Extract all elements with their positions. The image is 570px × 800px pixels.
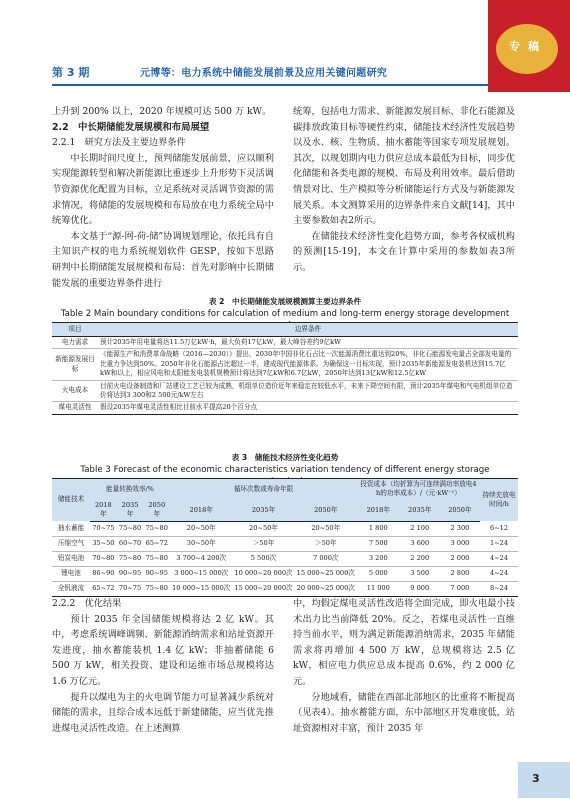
table-cell: 75~80 bbox=[143, 551, 170, 566]
subsection-heading-2-2-2: 2.2.2 优化结果 bbox=[52, 598, 122, 609]
table-cell: 压缩空气 bbox=[52, 536, 90, 551]
year-header: 2018年 bbox=[357, 500, 400, 521]
table-cell: 3 600 bbox=[400, 536, 440, 551]
table-cell: 10 000~15 000次 bbox=[170, 581, 232, 596]
paragraph: 预计 2035 年全国储能规模将达 2 亿 kW。其中，考虑系统调峰调频、新能源消纳需求和站址资源开发进度，抽水蓄能装机 1.4 亿 kW；非抽蓄储能 6 500 万 kW，相关投资、建设和运维市场总规模将达 1.6 万亿元。 bbox=[52, 613, 274, 687]
year-header: 2050年 bbox=[143, 500, 170, 521]
running-title: 元博等：电力系统中储能发展前景及应用关键问题研究 bbox=[140, 68, 388, 79]
table-cell: 锂电池 bbox=[52, 566, 90, 581]
table3-header-type: 储能技术 bbox=[52, 479, 90, 522]
table-cell: 70~75 bbox=[90, 521, 117, 536]
table-row bbox=[52, 380, 518, 402]
table-cell: 11 000 bbox=[357, 581, 400, 596]
table-row bbox=[52, 536, 518, 551]
table-cell: 75~80 bbox=[117, 551, 144, 566]
table-cell: 35~50 bbox=[90, 536, 117, 551]
paragraph: 在储能技术经济性变化趋势方面，参考各权威机构的预测[15-19]，本文在计算中采用的参数如表3所示。 bbox=[293, 230, 515, 273]
table-cell: 90~95 bbox=[117, 566, 144, 581]
header-rule bbox=[52, 84, 488, 86]
table-cell: 煤电灵活性 bbox=[52, 402, 98, 414]
paragraph: 上升到 200% 以上，2020 年规模可达 500 万 kW。 bbox=[52, 106, 272, 117]
page-number: 3 bbox=[518, 762, 570, 798]
table2-title-en: Table 2 Main boundary conditions for calculation of medium and long-term energy storage development bbox=[60, 309, 510, 319]
paragraph: 统筹，包括电力需求、新能源发展目标、非化石能源及碳排放政策目标等硬性约束，储能技术经济性发展趋势以及水、核、生物质、抽水蓄能等国家专项发展规划。其次，以规划期内电力供应总成本最低为目标，同步优化储能和各类电源的规模、布局及利用效率。最后借助情景对比、生产模拟等分析储能运行方式及与新能源发展关系。本文测算采用的边界条件来自文献[14]，其中主要参数如表2所示。 bbox=[293, 106, 515, 227]
table-cell: 6~12 bbox=[480, 521, 518, 536]
year-header: 2035年 bbox=[400, 500, 440, 521]
table-cell: 10 000~20 000次 bbox=[232, 566, 294, 581]
table-cell: 预计2035年用电量将达11.5万亿kW·h，最大负荷17亿kW，最大峰谷差约9亿kW bbox=[98, 337, 518, 349]
paragraph: 分地域看，储能在西部北部地区的比重将不断提高（见表4）。抽水蓄能方面，东中部地区开发难度低，站址资源相对丰富，预计 2035 年 bbox=[293, 691, 515, 734]
table-cell: 4~24 bbox=[480, 566, 518, 581]
table-cell: 新能源发展目标 bbox=[52, 349, 98, 380]
table-cell: 假设2035年煤电灵活性相比目前水平提高20个百分点 bbox=[98, 402, 518, 414]
table-cell: 全钒液流 bbox=[52, 581, 90, 596]
table-cell: 65~72 bbox=[143, 536, 170, 551]
table3 bbox=[52, 478, 518, 597]
table3-header-cycle: 循环次数或寿命年限 bbox=[170, 479, 357, 500]
table-cell: 20~50年 bbox=[295, 521, 357, 536]
year-header: 2050年 bbox=[295, 500, 357, 521]
year-header: 2018年 bbox=[170, 500, 232, 521]
table-cell: 2 800 bbox=[440, 566, 480, 581]
table3-header-efficiency: 能量转换效率/% bbox=[90, 479, 170, 500]
table-cell: ＞50年 bbox=[232, 536, 294, 551]
table-cell: 火电成本 bbox=[52, 380, 98, 402]
table-cell: 5 000 bbox=[357, 566, 400, 581]
paragraph: 中长期时间尺度上，预判储能发展前景，应以顺利实现能源转型和解决新能源比重逐步上升形势下灵活调节资源优化配置为目标，立足系统对灵活调节资源的需求情况，将储能的发展规模和布局放在电力系统全局中统筹优化。 bbox=[52, 152, 274, 227]
table-cell: 3 700~4 200次 bbox=[170, 551, 232, 566]
table-cell: 3 000 bbox=[440, 536, 480, 551]
table-cell: 《能源生产和消费革命战略（2016—2030）》提出，2030年中国非化石占比一次能源消费比重达到20%，非化石能源发电量占全部发电量的比重力争达到50%。2050年非化石能源占比超过一半，建成现代能源体系。为确保这一目标实现，预计2035年新能源发电装机达到15.7亿kW和以上，相应风电和太阳能发电装机规模预计将达到7亿kW和6.7亿kW，2050年达到13亿kW和12.5亿kW bbox=[98, 349, 518, 380]
table2-title-cn: 表 2 中长期储能发展规模测算主要边界条件 bbox=[208, 297, 362, 306]
table-cell: 70~80 bbox=[90, 551, 117, 566]
table-row bbox=[52, 551, 518, 566]
paragraph: 提升以煤电为主的火电调节能力可显著减少系统对储能的需求，且综合成本远低于新建储能，应当优先推进煤电灵活性改造。在上述测算 bbox=[52, 691, 274, 734]
year-header: 2035年 bbox=[232, 500, 294, 521]
table-cell: 电力需求 bbox=[52, 337, 98, 349]
table-cell: 86~90 bbox=[90, 566, 117, 581]
table-cell: 90~95 bbox=[143, 566, 170, 581]
right-column-top bbox=[293, 104, 515, 276]
table-cell: 15 000~20 000次 bbox=[232, 581, 294, 596]
year-header: 2035年 bbox=[117, 500, 144, 521]
table-cell: 7 000次 bbox=[295, 551, 357, 566]
table-cell: 75~80 bbox=[117, 521, 144, 536]
table-cell: 7 000 bbox=[440, 581, 480, 596]
table-cell: 70~75 bbox=[117, 581, 144, 596]
subsection-heading-2-2-1: 2.2.1 研究方法及主要边界条件 bbox=[52, 137, 186, 149]
table-row bbox=[52, 349, 518, 380]
section-badge bbox=[488, 0, 570, 92]
table3-body bbox=[52, 521, 518, 596]
table-cell: 8~24 bbox=[480, 581, 518, 596]
table-cell: 1~24 bbox=[480, 536, 518, 551]
table-cell: 30~50年 bbox=[170, 536, 232, 551]
table-cell: 1 800 bbox=[357, 521, 400, 536]
left-column-top bbox=[52, 104, 274, 291]
table-cell: 7 500 bbox=[357, 536, 400, 551]
table-cell: 9 000 bbox=[400, 581, 440, 596]
table-cell: 铅炭电池 bbox=[52, 551, 90, 566]
table-row bbox=[52, 521, 518, 536]
table-cell: 2 100 bbox=[400, 521, 440, 536]
table-cell: 75~80 bbox=[143, 581, 170, 596]
year-header: 2050年 bbox=[440, 500, 480, 521]
table-row bbox=[52, 337, 518, 349]
left-column-bottom bbox=[52, 596, 274, 736]
table-cell: 2 200 bbox=[400, 551, 440, 566]
table2-header-item: 项目 bbox=[52, 323, 98, 337]
table-row bbox=[52, 581, 518, 596]
table-row bbox=[52, 402, 518, 414]
table-cell: 5 500次 bbox=[232, 551, 294, 566]
table-cell: 75~80 bbox=[143, 521, 170, 536]
table-cell: 20~50年 bbox=[170, 521, 232, 536]
table-cell: 60~70 bbox=[117, 536, 144, 551]
table3-header-cost: 投资成本（均折算为可连续满功率放电4 h的功率成本）/（元·kW⁻¹） bbox=[357, 479, 480, 500]
paragraph: 本文基于“源-网-荷-储”协调规划理论，依托具有自主知识产权的电力系统规划软件 GESP，按如下思路研判中长期储能发展规模和布局：首先对影响中长期储能发展的重要边界条件进行 bbox=[52, 230, 274, 289]
table-cell: 2 000 bbox=[440, 551, 480, 566]
table-cell: 15 000~25 000次 bbox=[295, 566, 357, 581]
table-cell: ＞50年 bbox=[295, 536, 357, 551]
table-cell: 3 500 bbox=[400, 566, 440, 581]
right-column-bottom bbox=[293, 596, 515, 736]
paragraph: 中，均假定煤电灵活性改造将全面完成，即火电最小技术出力比当前降低 20%。反之，若煤电灵活性一直维持当前水平，则为满足新能源消纳需求，2035 年储能需求将再增加 4 500 万 kW，总规模将达 2.5 亿 kW，相应电力供应总成本提高 0.6%，约 2 000 亿元。 bbox=[293, 598, 515, 687]
table-cell: 20~50年 bbox=[232, 521, 294, 536]
table-cell: 3 200 bbox=[357, 551, 400, 566]
section-heading-2-2: 2.2 中长期储能发展规模和布局展望 bbox=[52, 121, 210, 133]
table2-header-condition: 边界条件 bbox=[98, 323, 518, 337]
table-row bbox=[52, 566, 518, 581]
table3-header-duration: 持续充放电时间/h bbox=[480, 479, 518, 522]
table-cell: 抽水蓄能 bbox=[52, 521, 90, 536]
year-header: 2018年 bbox=[90, 500, 117, 521]
table-cell: 目前火电设备制造和厂站建设工艺已较为成熟，机组单位造价近年来稳定在较低水平，未来下降空间有限，预计2035年煤电和气电机组单位造价将达到3 300和2 500元/kW左右 bbox=[98, 380, 518, 402]
table3-title-cn: 表 3 储能技术经济性变化趋势 bbox=[231, 453, 339, 462]
badge-label: 专稿 bbox=[509, 40, 547, 53]
table-cell: 4~24 bbox=[480, 551, 518, 566]
table-cell: 20 000~25 000次 bbox=[295, 581, 357, 596]
table-cell: 3 000~15 000次 bbox=[170, 566, 232, 581]
table3-title-en: Table 3 Forecast of the economic characteristics variation tendency of different energy storage bbox=[80, 465, 490, 475]
table2 bbox=[52, 322, 518, 415]
issue-label: 第 3 期 bbox=[52, 66, 90, 79]
table-cell: 2 300 bbox=[440, 521, 480, 536]
table-cell: 65~72 bbox=[90, 581, 117, 596]
